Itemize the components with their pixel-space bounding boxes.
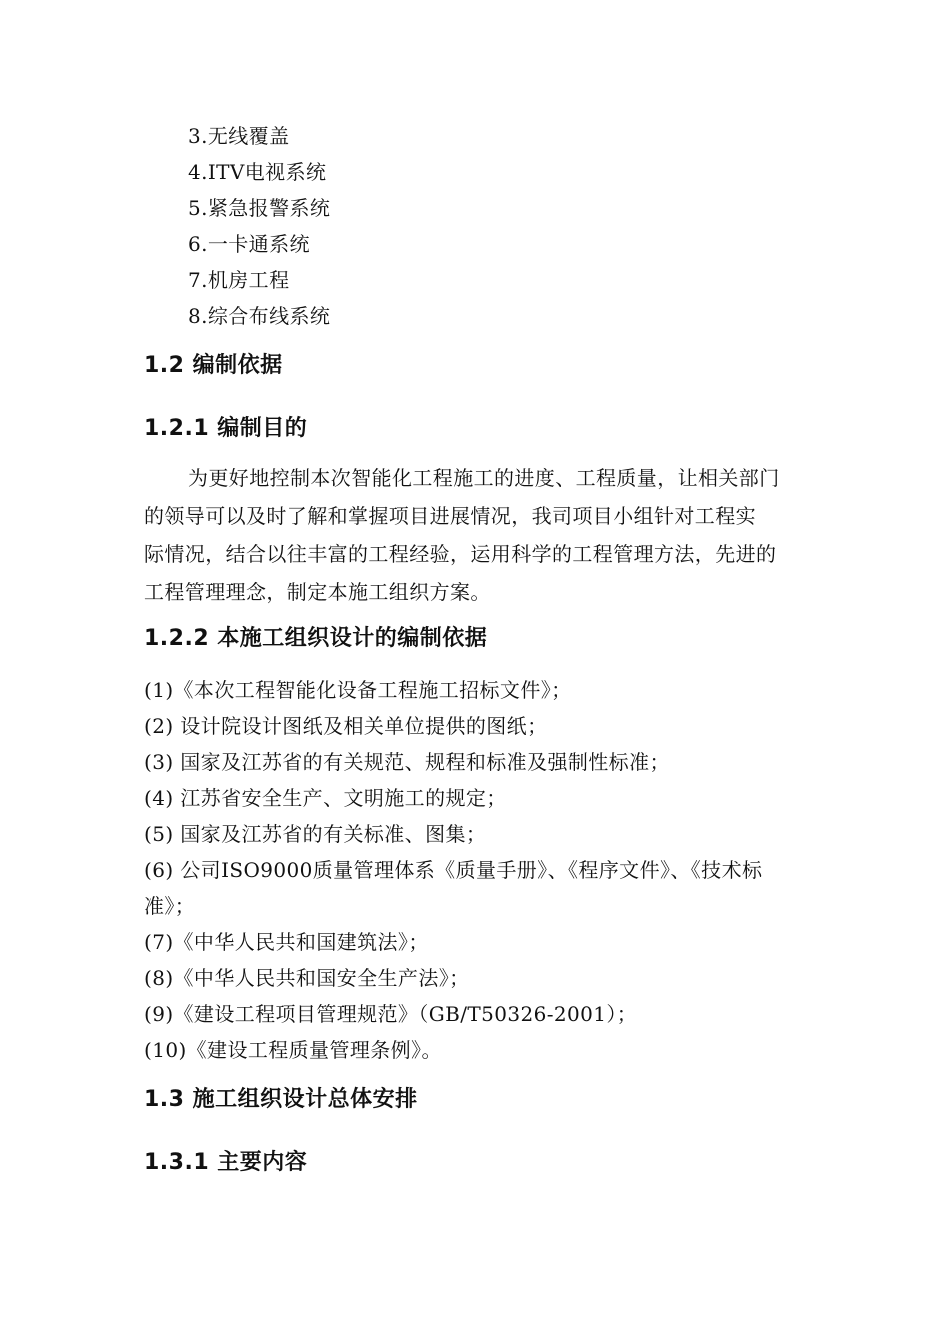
list-item: 8.综合布线系统 [188,304,331,328]
list-item: 7.机房工程 [188,268,290,292]
section-heading-1-3-1: 1.3.1 主要内容 [144,1150,308,1175]
reference-item: (1)《本次工程智能化设备工程施工招标文件》； [144,678,572,702]
reference-item: (6) 公司ISO9000质量管理体系《质量手册》、《程序文件》、《技术标 [144,858,763,882]
reference-item: (8)《中华人民共和国安全生产法》； [144,966,470,990]
section-heading-1-2-1: 1.2.1 编制目的 [144,416,308,441]
section-heading-1-2-2: 1.2.2 本施工组织设计的编制依据 [144,626,488,651]
paragraph-line: 的领导可以及时了解和掌握项目进展情况，我司项目小组针对工程实 [144,504,756,528]
paragraph-line: 工程管理理念，制定本施工组织方案。 [144,580,491,604]
list-item: 5.紧急报警系统 [188,196,331,220]
reference-item: (2) 设计院设计图纸及相关单位提供的图纸； [144,714,548,738]
section-heading-1-2: 1.2 编制依据 [144,353,283,378]
reference-item: (4) 江苏省安全生产、文明施工的规定； [144,786,507,810]
section-heading-1-3: 1.3 施工组织设计总体安排 [144,1087,418,1112]
reference-item-continuation: 准》； [144,894,196,918]
paragraph-line: 际情况，结合以往丰富的工程经验，运用科学的工程管理方法，先进的 [144,542,777,566]
reference-item: (9)《建设工程项目管理规范》（GB/T50326-2001）； [144,1002,638,1026]
list-item: 3.无线覆盖 [188,124,290,148]
reference-item: (10)《建设工程质量管理条例》。 [144,1038,442,1062]
paragraph-line: 为更好地控制本次智能化工程施工的进度、工程质量，让相关部门 [188,466,780,490]
reference-item: (3) 国家及江苏省的有关规范、规程和标准及强制性标准； [144,750,670,774]
reference-item: (5) 国家及江苏省的有关标准、图集； [144,822,487,846]
reference-item: (7)《中华人民共和国建筑法》； [144,930,429,954]
list-item: 4.ITV电视系统 [188,160,327,184]
list-item: 6.一卡通系统 [188,232,310,256]
